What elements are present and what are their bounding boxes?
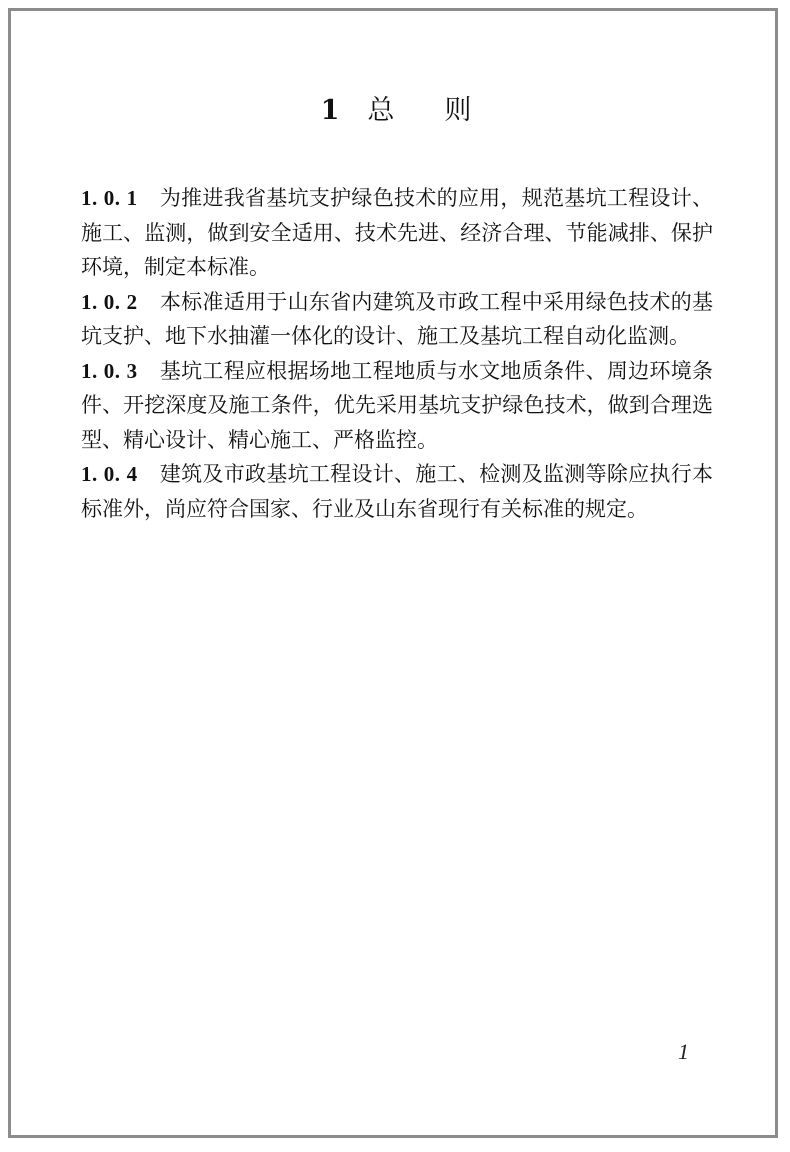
chapter-number: 1	[320, 95, 340, 126]
clause-text: 基坑工程应根据场地工程地质与水文地质条件、周边环境条件、开挖深度及施工条件，优先采用基坑支护绿色技术，做到合理选型、精心设计、精心施工、严格监控。	[81, 358, 714, 452]
clause-1-0-1	[81, 181, 713, 285]
clause-text: 建筑及市政基坑工程设计、施工、检测及监测等除应执行本标准外，尚应符合国家、行业及山东省现行有关标准的规定。	[81, 462, 714, 521]
clause-number: 1. 0. 2	[81, 289, 138, 314]
page-number: 1	[678, 1039, 689, 1064]
clause-number: 1. 0. 4	[81, 462, 138, 486]
clause-1-0-3	[81, 354, 713, 458]
clause-1-0-4	[81, 457, 713, 526]
chapter-heading	[11, 95, 781, 127]
chapter-title: 总则	[367, 95, 522, 126]
clause-1-0-2	[81, 285, 713, 354]
document-page	[8, 8, 778, 1138]
clause-number: 1. 0. 3	[81, 358, 138, 383]
clause-text: 为推进我省基坑支护绿色技术的应用，规范基坑工程设计、施工、监测，做到安全适用、技术先进、经济合理、节能减排、保护环境，制定本标准。	[81, 186, 714, 279]
clause-text: 本标准适用于山东省内建筑及市政工程中采用绿色技术的基坑支护、地下水抽灌一体化的设计、施工及基坑工程自动化监测。	[81, 289, 714, 348]
chapter-body	[81, 181, 713, 526]
clause-number: 1. 0. 1	[81, 186, 138, 210]
